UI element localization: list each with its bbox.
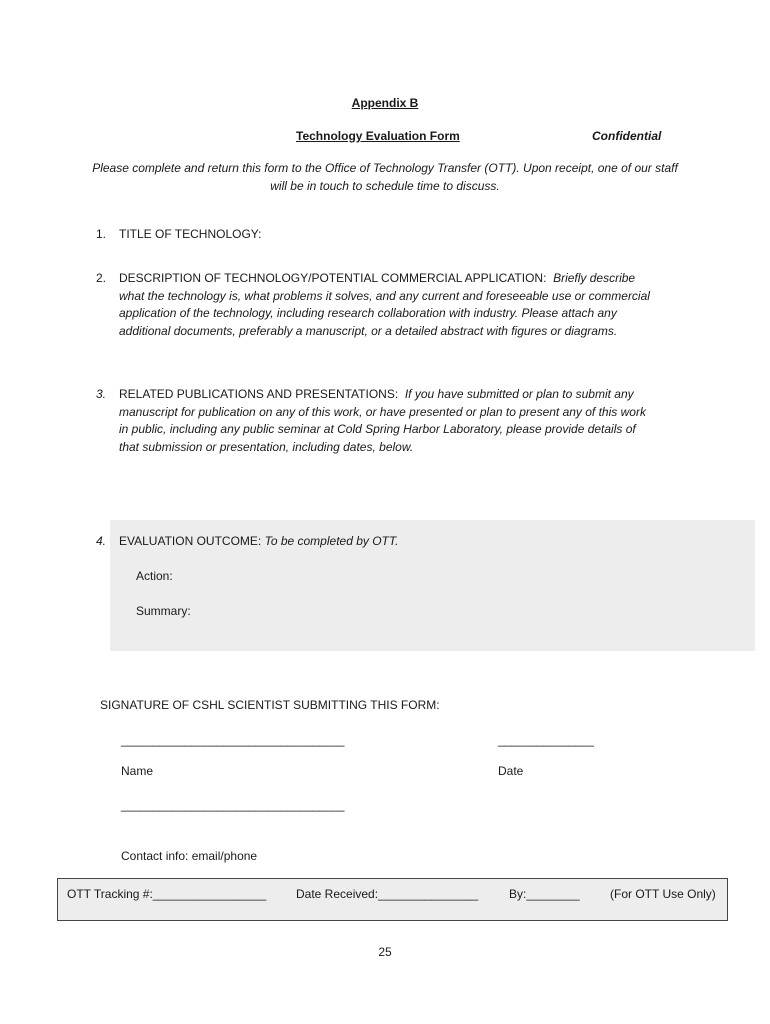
date-received-field[interactable]: Date Received:_______________: [296, 887, 479, 901]
signature-name-line[interactable]: ___________________________________: [121, 733, 345, 747]
appendix-heading: Appendix B: [351, 96, 419, 110]
section-heading: TITLE OF TECHNOLOGY:: [119, 227, 262, 241]
ott-tracking-number-field[interactable]: OTT Tracking #:_________________: [67, 887, 267, 901]
section-number: 3.: [96, 387, 107, 401]
section-instructions: If you have submitted or plan to submit any manuscript for publication on any of this work, or have presented or plan to present any of this work in public, including any public seminar at Cold Spring Harbor Laboratory, please provide details of that submission or presentation, including dates, below.: [119, 387, 646, 454]
page-number: 25: [378, 945, 392, 959]
name-label: Name: [121, 764, 154, 778]
contact-info-line[interactable]: ___________________________________: [121, 798, 345, 812]
action-field[interactable]: Action:: [136, 569, 173, 583]
confidential-label: Confidential: [592, 129, 662, 143]
form-title: Technology Evaluation Form: [296, 129, 460, 143]
ott-use-only-label: (For OTT Use Only): [610, 887, 716, 901]
section-number: 4.: [96, 534, 107, 548]
section-heading: DESCRIPTION OF TECHNOLOGY/POTENTIAL COMMERCIAL APPLICATION:: [119, 271, 547, 285]
section-heading: RELATED PUBLICATIONS AND PRESENTATIONS:: [119, 387, 399, 401]
intro-paragraph: Please complete and return this form to the Office of Technology Transfer (OTT). Upon receipt, one of our staff will be in touch to schedule time to discuss.: [92, 161, 678, 193]
summary-field[interactable]: Summary:: [136, 604, 191, 618]
section-heading: EVALUATION OUTCOME:: [119, 534, 262, 548]
contact-info-label: Contact info: email/phone: [121, 849, 258, 863]
date-label: Date: [498, 764, 524, 778]
section-instructions: To be completed by OTT.: [264, 534, 399, 548]
signature-date-line[interactable]: _______________: [498, 733, 594, 747]
received-by-field[interactable]: By:________: [509, 887, 580, 901]
signature-heading: SIGNATURE OF CSHL SCIENTIST SUBMITTING THIS FORM:: [100, 698, 440, 712]
section-number: 1.: [96, 227, 107, 241]
section-instructions: Briefly describe what the technology is, what problems it solves, and any current and foreseeable use or commercial application of the technology, including research collaboration with industry. Please attach any additional documents, preferably a manuscript, or a detailed abstract with figures or diagrams.: [119, 271, 650, 338]
section-number: 2.: [96, 271, 107, 285]
